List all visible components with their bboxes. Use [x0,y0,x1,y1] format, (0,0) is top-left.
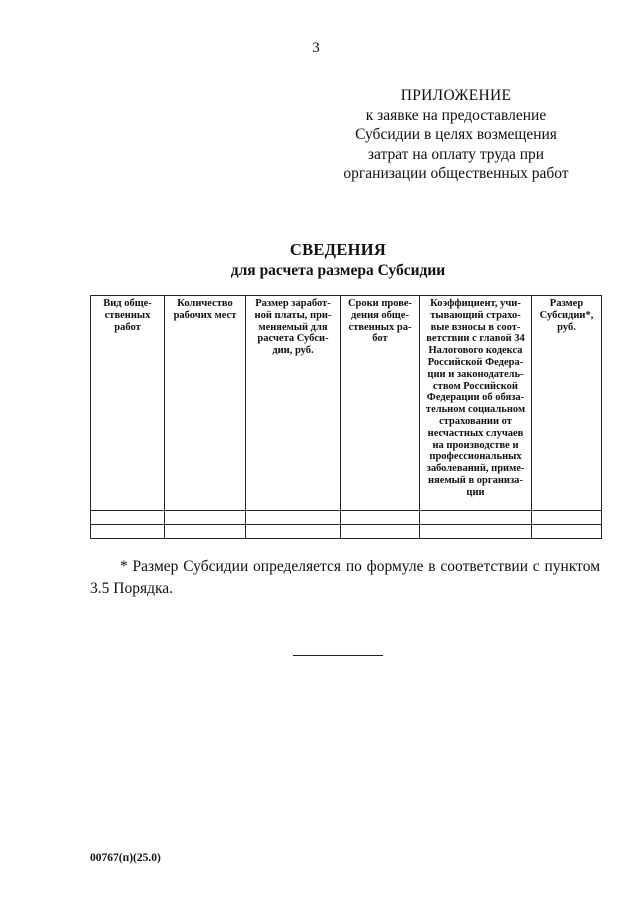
column-header [91,296,165,511]
table-header-row [91,296,602,511]
column-header [246,296,341,511]
table-cell [165,511,246,525]
column-header-line: Количество [177,298,233,309]
column-header-line: Размер заработ- [255,298,331,309]
column-header-line: Вид обще- [103,298,152,309]
table-cell [165,525,246,539]
column-header-line: ветствии с главой 34 [426,333,525,345]
column-header-line: Сроки прове- [347,298,413,309]
column-header-line: Налогового кодекса [428,345,523,357]
column-header-line: тывающий страхо- [430,309,521,321]
table-cell [91,525,165,539]
column-header [341,296,420,511]
column-header-line: ции и законодатель- [427,368,524,380]
column-header-line: Субсидии*, [539,309,594,321]
table-body [91,511,602,539]
column-header-line: ственных [104,309,151,321]
column-header-line: на производстве и [432,439,519,451]
column-header-line: Коэффициент, учи- [430,298,521,309]
column-header-line: профессиональных [429,451,522,463]
column-header [532,296,602,511]
column-header-line: Федерации об обяза- [426,392,525,404]
appendix-line: затрат на оплату труда при [367,145,545,163]
page-number: 3 [312,40,320,56]
column-header-line: меняемый для [258,321,328,333]
table-row [91,525,602,539]
column-header-line: руб. [557,321,576,333]
column-header-line: Размер [549,298,584,309]
table-cell [341,511,420,525]
document-subtitle: для расчета размера Субсидии [230,262,446,279]
column-header-line: тельном социальном [425,404,526,416]
column-header-line: вые взносы в соот- [430,321,521,333]
table-cell [420,511,532,525]
column-header-line: работ [114,321,141,333]
table-cell [532,525,602,539]
appendix-block [326,86,586,184]
separator-line [293,655,383,656]
document-code: 00767(п)(25.0) [90,852,161,864]
column-header-line: ством Российской [433,380,518,392]
table-cell [246,511,341,525]
column-header-line: Российской Федера- [427,356,524,368]
document-title: СВЕДЕНИЯ [289,240,387,259]
table-cell [532,511,602,525]
column-header-line: ной платы, при- [254,309,332,321]
footnote: * Размер Субсидии определяется по формуле в соответствии с пунктом 3.5 Порядка. [90,558,600,597]
table-cell [246,525,341,539]
table-cell [341,525,420,539]
column-header-line: дения обще- [351,309,409,321]
table-row [91,511,602,525]
column-header-line: несчастных случаев [427,427,524,439]
appendix-line: Субсидии в целях возмещения [355,126,557,143]
column-header-line: рабочих мест [173,309,237,321]
column-header [165,296,246,511]
table-cell [91,511,165,525]
column-header-line: дии, руб. [272,345,314,357]
appendix-heading: ПРИЛОЖЕНИЕ [400,87,512,104]
column-header-line: няемый в организа- [428,474,523,486]
subsidy-calculation-table [90,295,602,539]
appendix-line: организации общественных работ [343,165,569,182]
column-header-line: ственных ра- [348,321,412,333]
appendix-line: к заявке на предоставление [365,106,547,124]
column-header-line: страховании от [439,415,512,427]
column-header-line: бот [372,333,388,345]
table-cell [420,525,532,539]
column-header-line: ции [466,486,485,498]
column-header-line: заболеваний, приме- [426,463,525,475]
column-header-line: расчета Субси- [257,333,329,345]
column-header [420,296,532,511]
